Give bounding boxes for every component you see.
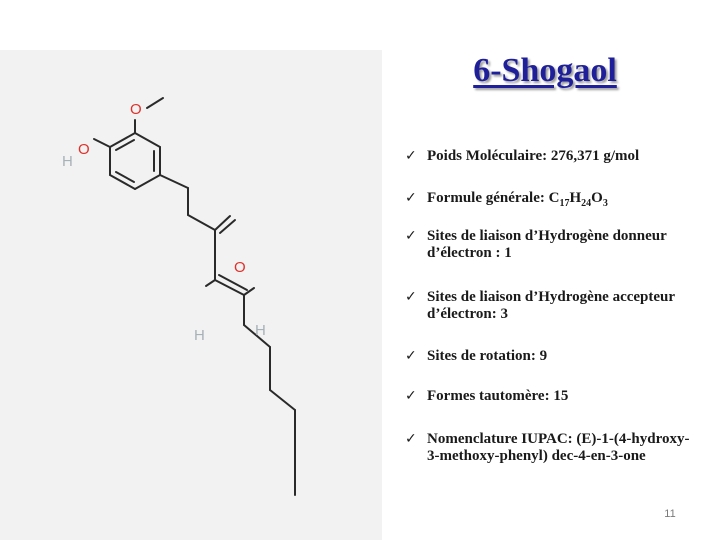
slide-title: 6-Shogaol (473, 52, 617, 89)
property-item-molecular-weight (405, 148, 700, 165)
bond-c-oh (94, 139, 110, 147)
bond-chain-1 (160, 175, 188, 188)
property-item-rotation-sites (405, 348, 700, 365)
property-item-hbond-acceptor (405, 289, 700, 323)
property-text: Poids Moléculaire: 276,371 g/mol (427, 148, 640, 164)
property-text: Sites de rotation: 9 (427, 348, 548, 364)
check-icon: ✓ (405, 431, 417, 447)
bond-alkene-a (215, 280, 244, 295)
molecule-structure-panel (0, 50, 382, 540)
formula-count: 17 (559, 198, 570, 209)
property-text: Sites de liaison d’Hydrogène donneur d’électron : 1 (427, 228, 667, 261)
bond-alkene-b (219, 275, 247, 290)
bond-ring-4 (110, 175, 135, 189)
bond-chain-3 (188, 215, 215, 230)
check-icon: ✓ (405, 388, 417, 404)
bond-lines (94, 98, 295, 495)
property-text: Formes tautomère: 15 (427, 388, 569, 404)
formula-element: C (548, 190, 560, 206)
shogaol-structure-diagram (0, 50, 382, 540)
atom-h-hydroxyl: H (62, 153, 73, 170)
atom-o-methoxy: O (130, 101, 142, 118)
property-item-iupac-name (405, 431, 690, 465)
bond-h-left (206, 280, 215, 286)
bond-carbonyl-a (215, 216, 230, 230)
formula-label: Formule générale: (427, 190, 549, 206)
check-icon: ✓ (405, 348, 417, 364)
page-number: 11 (664, 508, 676, 520)
property-text: Sites de liaison d’Hydrogène accepteur d’électron: 3 (427, 289, 675, 322)
property-item-tautomers (405, 388, 700, 405)
check-icon: ✓ (405, 228, 417, 244)
formula-count: 3 (602, 198, 608, 209)
atom-o-carbonyl: O (234, 259, 246, 276)
formula-count: 24 (581, 198, 592, 209)
property-item-hbond-donor (405, 228, 700, 262)
check-icon: ✓ (405, 190, 417, 206)
atom-o-hydroxyl: O (78, 141, 90, 158)
formula-element: H (569, 190, 582, 206)
property-text (427, 190, 700, 212)
atom-h-alkene-left: H (194, 327, 205, 344)
bond-chain-8 (270, 390, 295, 410)
property-item-formula (405, 190, 700, 212)
check-icon: ✓ (405, 148, 417, 164)
atom-h-alkene-right: H (255, 322, 266, 339)
bond-ring-1 (135, 133, 160, 147)
property-text: Nomenclature IUPAC: (E)-1-(4-hydroxy-3-methoxy-phenyl) dec-4-en-3-one (427, 431, 690, 464)
check-icon: ✓ (405, 289, 417, 305)
bond-methyl (147, 98, 163, 108)
bond-ring-6 (110, 133, 135, 147)
formula-element: O (591, 190, 603, 206)
bond-ring-3 (135, 175, 160, 189)
